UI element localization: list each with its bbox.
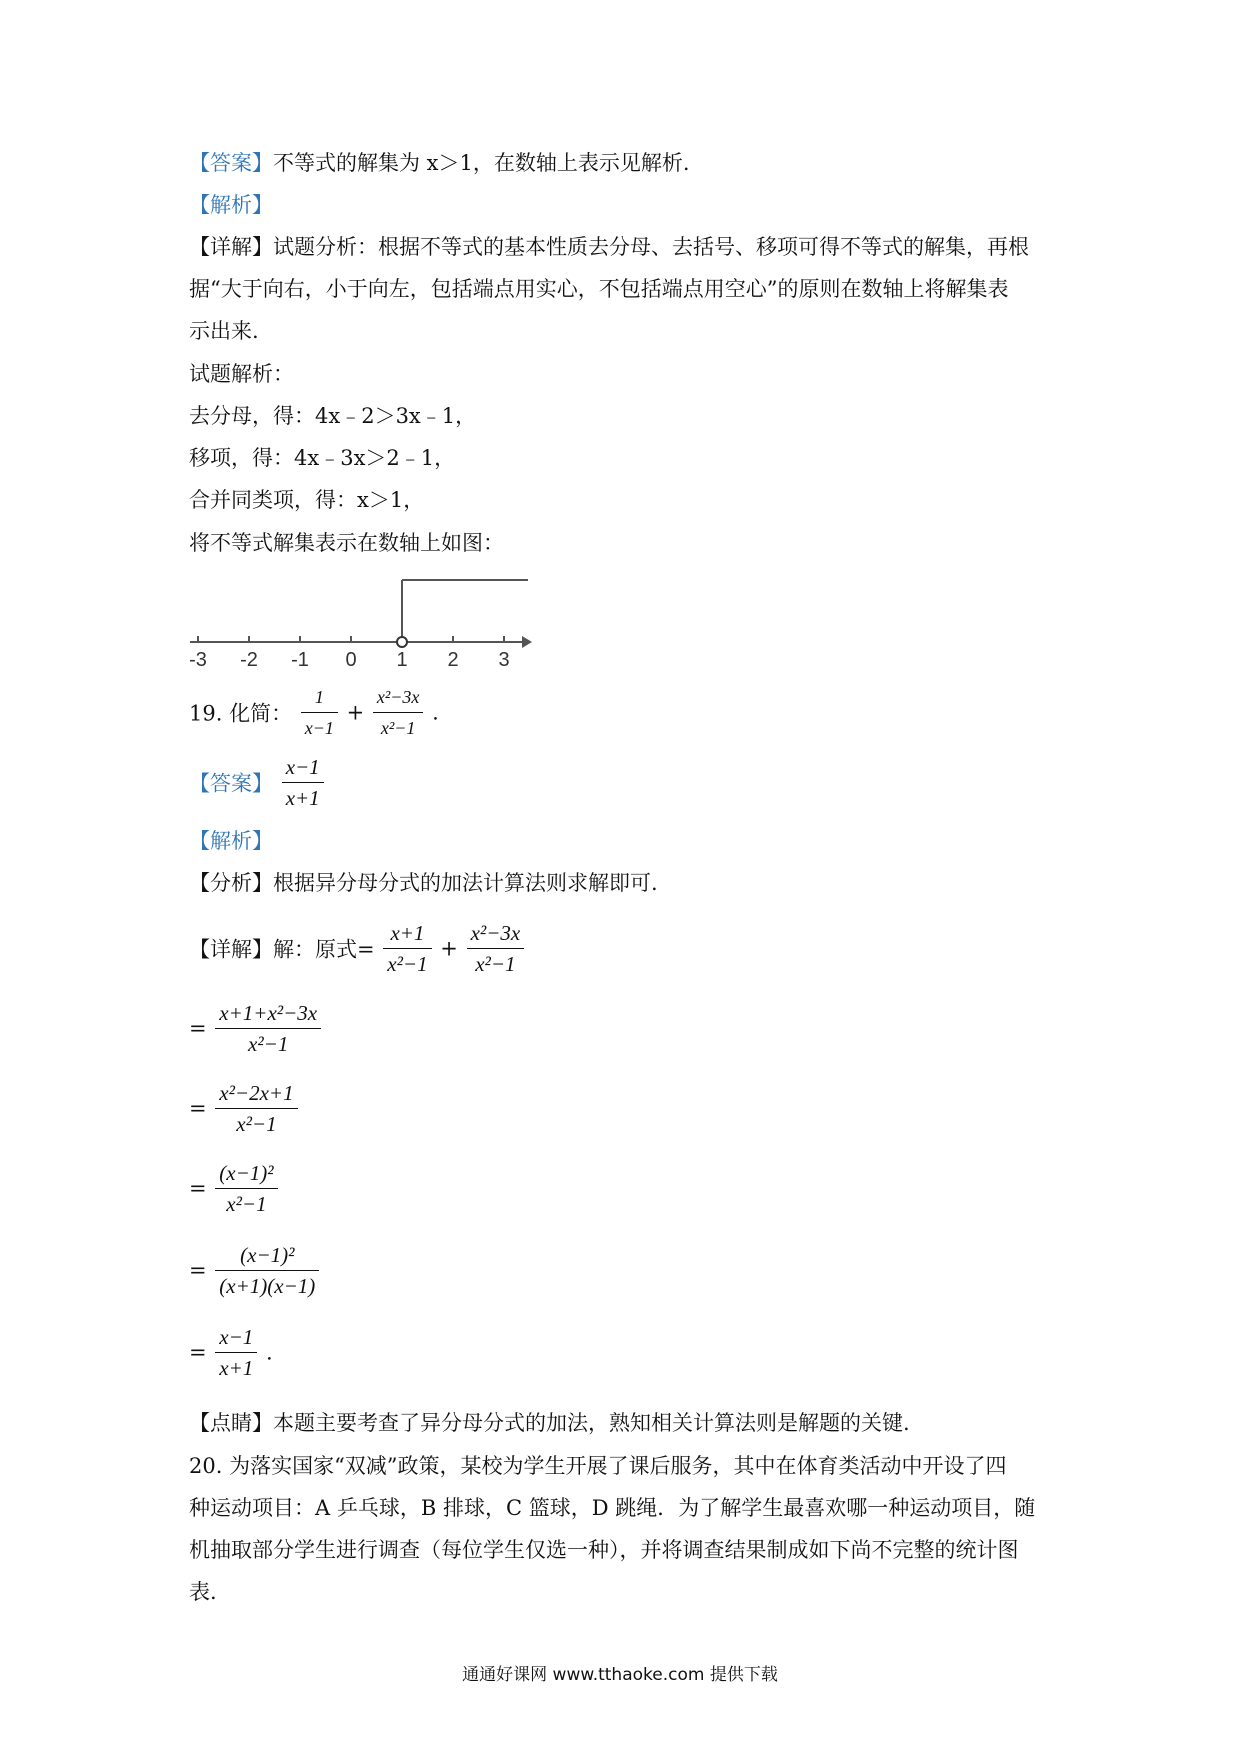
analysis-tag: 【解析】 <box>189 193 273 217</box>
axis-tick-label: 2 <box>447 649 459 670</box>
q19-answer-fraction <box>282 752 324 813</box>
page-footer: 通通好课网 www.tthaoke.com 提供下载 <box>462 1665 778 1685</box>
q19-step-3-fraction <box>215 1158 277 1219</box>
q19-question <box>189 682 439 743</box>
q19-step-3 <box>189 1158 280 1219</box>
axis-tick-label: 0 <box>345 649 357 670</box>
q19-detail-line <box>189 918 526 979</box>
q19-end: . <box>432 700 439 725</box>
q19-plus: + <box>346 700 365 725</box>
open-endpoint <box>397 637 407 647</box>
q19-s4-num: (x−1)² <box>215 1240 319 1271</box>
detail-line-2: 据“大于向右，小于向左，包括端点用实心，不包括端点用空心”的原则在数轴上将解集表 <box>189 277 1009 301</box>
q19-step-2-fraction <box>215 1078 297 1139</box>
q19-f1-num: 1 <box>301 682 338 713</box>
q19-s2-den: x²−1 <box>236 1112 277 1136</box>
q19-dianjing-tag: 【点睛】 <box>189 1411 273 1435</box>
q19-f1-den: x−1 <box>304 718 334 738</box>
q19-dianjing-text: 本题主要考查了异分母分式的加法，熟知相关计算法则是解题的关键. <box>273 1411 910 1435</box>
step-0: 试题解析： <box>189 362 294 386</box>
q19-detail-fraction-2 <box>467 918 525 979</box>
q19-step-1 <box>189 998 323 1059</box>
q19-fraction-2 <box>373 682 424 743</box>
q19-detail-tag: 【详解】 <box>189 937 273 962</box>
q20-line-3: 机抽取部分学生进行调查（每位学生仅选一种），并将调查结果制成如下尚不完整的统计图 <box>189 1538 1019 1562</box>
q19-f2-den: x²−1 <box>380 718 416 738</box>
q19-detail-plus: + <box>440 936 458 961</box>
q19-s1-den: x²−1 <box>248 1032 289 1056</box>
q19-detail-prefix: 解：原式= <box>273 937 375 962</box>
q19-prefix: 19. 化简： <box>189 701 293 726</box>
q20-line-1: 20. 为落实国家“双减”政策，某校为学生开展了课后服务，其中在体育类活动中开设了四 <box>189 1454 1007 1478</box>
q19-fraction-1 <box>301 682 338 743</box>
eq-sign: = <box>189 1096 207 1121</box>
answer-text: 不等式的解集为 x＞1，在数轴上表示见解析. <box>273 151 690 175</box>
q19-d-f2-den: x²−1 <box>475 952 516 976</box>
axis-tick-label: -1 <box>291 649 309 670</box>
axis-tick-label: -3 <box>189 649 207 670</box>
q19-analysis-tag: 【解析】 <box>189 829 273 853</box>
q19-s5-end: . <box>265 1340 273 1365</box>
q20-line-4: 表. <box>189 1580 217 1604</box>
step-4: 将不等式解集表示在数轴上如图： <box>189 531 504 555</box>
q19-answer <box>189 752 326 813</box>
eq-sign: = <box>189 1340 207 1365</box>
q19-d-f1-den: x²−1 <box>387 952 428 976</box>
axis-tick-label: 3 <box>498 649 510 670</box>
answer-line <box>189 148 690 178</box>
axis-tick-label: 1 <box>396 649 408 670</box>
q19-detail-fraction-1 <box>383 918 431 979</box>
q19-d-f1-num: x+1 <box>383 918 431 949</box>
q19-fenxi-text: 根据异分母分式的加法计算法则求解即可. <box>273 871 658 895</box>
q19-step-5 <box>189 1322 273 1383</box>
detail-line-1 <box>189 232 1029 262</box>
eq-sign: = <box>189 1176 207 1201</box>
q19-step-4-fraction <box>215 1240 319 1301</box>
step-3: 合并同类项，得：x＞1， <box>189 488 425 512</box>
q19-step-5-fraction <box>215 1322 257 1383</box>
step-2: 移项，得：4x﹣3x＞2﹣1， <box>189 446 456 470</box>
detail-tag: 【详解】 <box>189 235 273 259</box>
q20-line-2: 种运动项目：A 乒乓球，B 排球，C 篮球，D 跳绳．为了解学生最喜欢哪一种运动项目，随 <box>189 1496 1036 1520</box>
q19-d-f2-num: x²−3x <box>467 918 525 949</box>
q19-step-1-fraction <box>215 998 321 1059</box>
q19-answer-den: x+1 <box>285 786 320 810</box>
axis-arrow <box>522 636 532 648</box>
q19-dianjing-line <box>189 1408 910 1438</box>
q19-s3-num: (x−1)² <box>215 1158 277 1189</box>
q19-step-4 <box>189 1240 321 1301</box>
number-line-figure <box>180 570 540 670</box>
detail-text-1: 试题分析：根据不等式的基本性质去分母、去括号、移项可得不等式的解集，再根 <box>273 235 1029 259</box>
q19-fenxi-line <box>189 868 658 898</box>
q19-s5-den: x+1 <box>219 1356 254 1380</box>
q19-s4-den: (x+1)(x−1) <box>219 1274 316 1298</box>
step-1: 去分母，得：4x﹣2＞3x﹣1， <box>189 404 477 428</box>
q19-step-2 <box>189 1078 300 1139</box>
axis-tick-label: -2 <box>240 649 258 670</box>
answer-tag: 【答案】 <box>189 151 273 175</box>
eq-sign: = <box>189 1258 207 1283</box>
detail-line-3: 示出来. <box>189 319 259 343</box>
q19-s2-num: x²−2x+1 <box>215 1078 297 1109</box>
q19-answer-num: x−1 <box>282 752 324 783</box>
q19-s5-num: x−1 <box>215 1322 257 1353</box>
eq-sign: = <box>189 1016 207 1041</box>
q19-f2-num: x²−3x <box>373 682 424 713</box>
q19-s1-num: x+1+x²−3x <box>215 998 321 1029</box>
q19-answer-tag: 【答案】 <box>189 771 273 796</box>
q19-s3-den: x²−1 <box>226 1192 267 1216</box>
q19-fenxi-tag: 【分析】 <box>189 871 273 895</box>
